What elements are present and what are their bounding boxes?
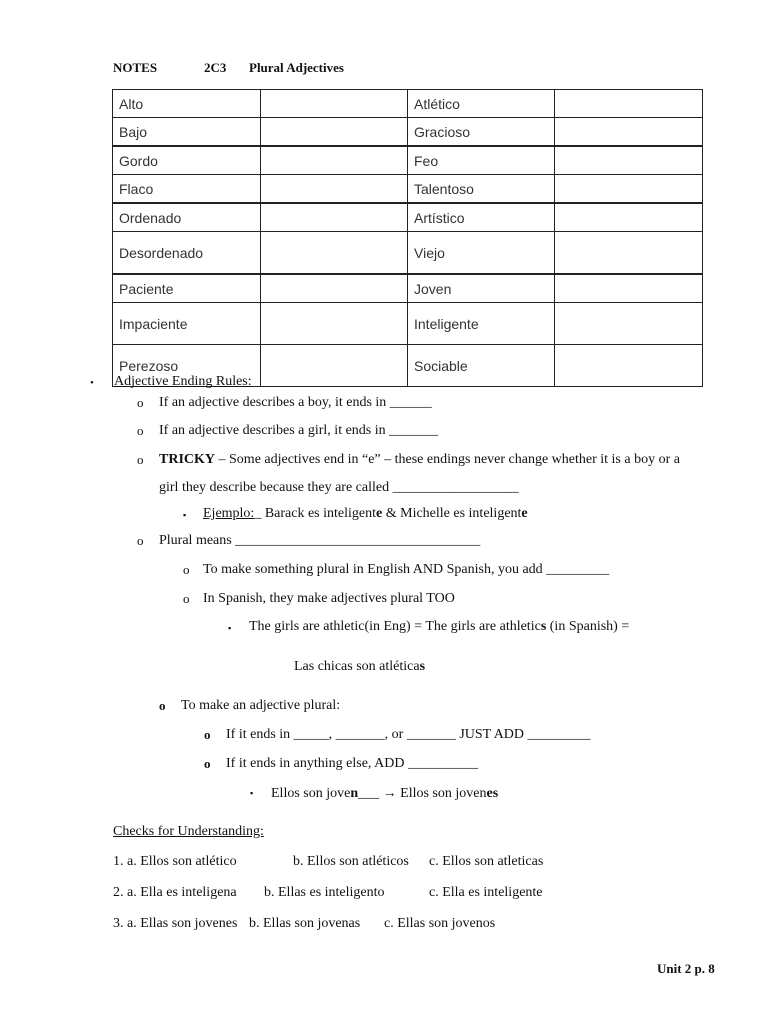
answer-cell[interactable] xyxy=(261,303,408,345)
circle-bullet-icon: o xyxy=(137,533,144,548)
tricky-label: TRICKY xyxy=(159,452,216,467)
table-cell: Paciente xyxy=(113,274,261,303)
circle-bullet-icon: o xyxy=(159,698,166,713)
page-number: Unit 2 p. 8 xyxy=(657,961,715,976)
joven-c: Ellos son joven xyxy=(396,786,487,801)
table-row xyxy=(113,232,703,275)
lesson-code: 2C3 xyxy=(204,60,227,75)
check-q3-c: c. Ellas son jovenos xyxy=(384,916,496,931)
joven-es: es xyxy=(486,786,499,801)
table-row xyxy=(113,90,703,118)
table-cell: Viejo xyxy=(408,232,555,275)
answer-cell[interactable] xyxy=(555,118,703,147)
table-cell: Feo xyxy=(408,146,555,175)
circle-bullet-icon: o xyxy=(137,395,144,410)
answer-cell[interactable] xyxy=(261,118,408,147)
circle-bullet-icon: o xyxy=(137,423,144,438)
table-cell: Atlético xyxy=(408,90,555,118)
table-cell: Gordo xyxy=(113,146,261,175)
table-cell: Ordenado xyxy=(113,203,261,232)
circle-bullet-icon: o xyxy=(204,756,211,771)
check-q1-a: 1. a. Ellos son atlético xyxy=(113,854,237,869)
vocab-table xyxy=(112,89,703,387)
checks-heading: Checks for Understanding: xyxy=(113,824,264,839)
answer-cell[interactable] xyxy=(261,90,408,118)
answer-cell[interactable] xyxy=(555,274,703,303)
table-cell: Perezoso xyxy=(113,345,261,387)
table-row xyxy=(113,175,703,204)
answer-cell[interactable] xyxy=(555,90,703,118)
ejemplo-line xyxy=(203,506,528,522)
check-q2-b: b. Ellas es inteligento xyxy=(264,885,385,900)
if-else: If it ends in anything else, ADD __________ xyxy=(226,756,478,771)
answer-cell[interactable] xyxy=(555,203,703,232)
chicas-a: Las chicas son atlética xyxy=(294,659,420,674)
circle-bullet-icon: o xyxy=(137,452,144,467)
circle-bullet-icon: o xyxy=(183,591,190,606)
table-cell: Flaco xyxy=(113,175,261,204)
athletic-line xyxy=(249,619,629,635)
rule-girl: If an adjective describes a girl, it ends in _______ xyxy=(159,423,439,438)
table-row xyxy=(113,146,703,175)
table-row xyxy=(113,203,703,232)
table-cell: Gracioso xyxy=(408,118,555,147)
athletic-s: s xyxy=(540,619,547,634)
tricky-text: – Some adjectives end in “e” – these endings never change whether it is a boy or a xyxy=(215,452,680,467)
answer-cell[interactable] xyxy=(555,175,703,204)
table-row xyxy=(113,303,703,345)
check-q3-b: b. Ellas son jovenas xyxy=(249,916,361,931)
rules-heading: Adjective Ending Rules: xyxy=(114,374,252,389)
answer-cell[interactable] xyxy=(555,345,703,387)
notes-label: NOTES xyxy=(113,60,158,75)
table-row xyxy=(113,274,703,303)
answer-cell[interactable] xyxy=(555,146,703,175)
table-cell: Artístico xyxy=(408,203,555,232)
ejemplo-mid: & Michelle es inteligent xyxy=(382,506,522,521)
athletic-a: The girls are athletic(in Eng) = The girls are athletic xyxy=(249,619,541,634)
table-cell: Talentoso xyxy=(408,175,555,204)
answer-cell[interactable] xyxy=(261,146,408,175)
plural-spanish: In Spanish, they make adjectives plural TOO xyxy=(203,591,455,606)
check-q1-c: c. Ellos son atleticas xyxy=(429,854,544,869)
ejemplo-e2: e xyxy=(521,506,528,521)
table-cell: Inteligente xyxy=(408,303,555,345)
ejemplo-label: Ejemplo: xyxy=(203,506,255,521)
answer-cell[interactable] xyxy=(555,303,703,345)
answer-cell[interactable] xyxy=(261,232,408,275)
check-q1-b: b. Ellos son atléticos xyxy=(293,854,409,869)
make-plural: To make an adjective plural: xyxy=(181,698,341,713)
table-cell: Desordenado xyxy=(113,232,261,275)
page-title: Plural Adjectives xyxy=(249,60,344,75)
joven-a: Ellos son jove xyxy=(271,786,351,801)
answer-cell[interactable] xyxy=(555,232,703,275)
square-bullet-icon: ▪ xyxy=(250,788,254,798)
arrow-right-icon: → xyxy=(382,784,397,800)
plural-means: Plural means ___________________________________ xyxy=(159,533,481,548)
ejemplo-e1: e xyxy=(376,506,383,521)
chicas-line xyxy=(294,659,425,675)
table-cell: Sociable xyxy=(408,345,555,387)
joven-b: ___ xyxy=(358,786,383,801)
check-q2-c: c. Ella es inteligente xyxy=(429,885,543,900)
bullet-icon: • xyxy=(90,377,94,389)
table-cell: Joven xyxy=(408,274,555,303)
answer-cell[interactable] xyxy=(261,203,408,232)
square-bullet-icon: ▪ xyxy=(228,623,232,633)
table-row xyxy=(113,118,703,147)
answer-cell[interactable] xyxy=(261,345,408,387)
answer-cell[interactable] xyxy=(261,274,408,303)
athletic-b: (in Spanish) = xyxy=(546,619,630,634)
chicas-s: s xyxy=(419,659,426,674)
answer-cell[interactable] xyxy=(261,175,408,204)
circle-bullet-icon: o xyxy=(204,727,211,742)
ejemplo-text: _ Barack es inteligent xyxy=(254,506,377,521)
joven-n: n xyxy=(350,786,359,801)
rule-boy: If an adjective describes a boy, it ends in ______ xyxy=(159,395,432,410)
table-cell: Bajo xyxy=(113,118,261,147)
table-cell: Alto xyxy=(113,90,261,118)
plural-english: To make something plural in English AND Spanish, you add _________ xyxy=(203,562,610,577)
rule-tricky-line2: girl they describe because they are called __________________ xyxy=(159,480,519,495)
rule-tricky xyxy=(159,452,680,468)
check-q3-a: 3. a. Ellas son jovenes xyxy=(113,916,238,931)
if-ends: If it ends in _____, _______, or _______ JUST ADD _________ xyxy=(226,727,591,742)
joven-line xyxy=(271,784,498,802)
square-bullet-icon: ▪ xyxy=(183,510,187,520)
table-cell: Impaciente xyxy=(113,303,261,345)
check-q2-a: 2. a. Ella es inteligena xyxy=(113,885,237,900)
circle-bullet-icon: o xyxy=(183,562,190,577)
